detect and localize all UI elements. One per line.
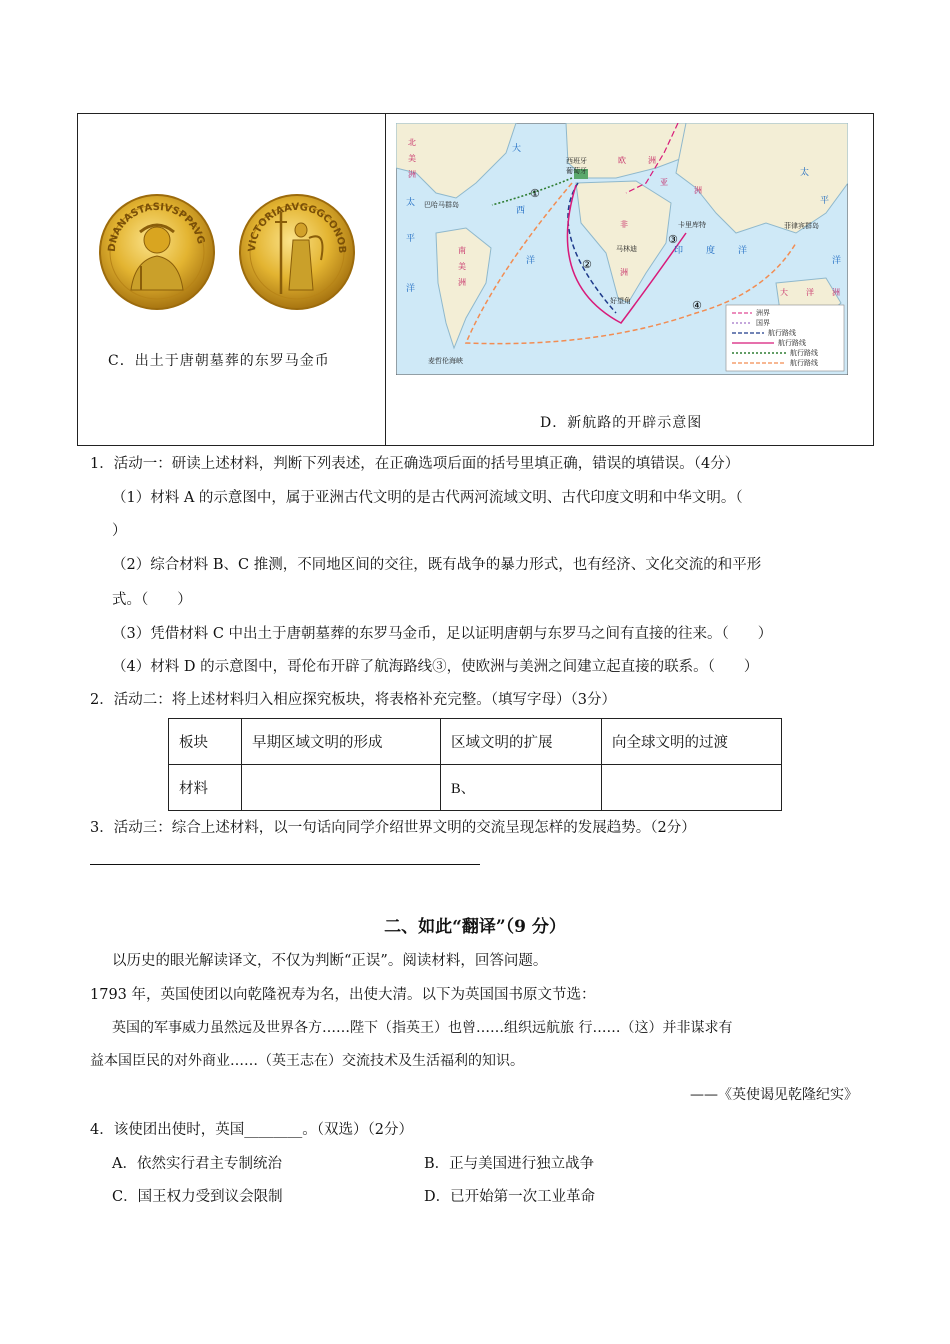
q3-stem: 3．活动三：综合上述材料，以一句话向同学介绍世界文明的交流呈现怎样的发展趋势。（2分） bbox=[90, 820, 696, 836]
map-place-cape-of-good-hope: 好望角 bbox=[610, 297, 631, 305]
map-place-bahamas: 巴哈马群岛 bbox=[424, 201, 459, 209]
map-continent-label: 洋 bbox=[806, 288, 814, 297]
figure-c-caption: C．出土于唐朝墓葬的东罗马金币 bbox=[108, 353, 330, 369]
q4-stem: 4．该使团出使时，英国________。（双选）（2分） bbox=[90, 1122, 413, 1138]
map-continent-label: 洲 bbox=[458, 278, 466, 287]
map-place-malindi: 马林迪 bbox=[616, 245, 637, 253]
table-cell: 材料 bbox=[169, 765, 242, 811]
legend-item: 航行路线 bbox=[790, 349, 818, 357]
map-continent-label: 大 bbox=[780, 288, 788, 297]
legend-item: 洲界 bbox=[756, 309, 770, 317]
table-header-row bbox=[169, 719, 782, 765]
q1-item-4: （4）材料 D 的示意图中，哥伦布开辟了航海路线③，使欧洲与美洲之间建立起直接的联系。（ ） bbox=[112, 659, 759, 675]
table-header-cell: 向全球文明的过渡 bbox=[602, 719, 782, 765]
q2-table bbox=[168, 718, 782, 811]
map-place-philippines: 菲律宾群岛 bbox=[784, 222, 819, 230]
map-continent-label: 洲 bbox=[620, 268, 628, 277]
table-header-cell: 区域文明的扩展 bbox=[441, 719, 602, 765]
map-ocean-label: 洋 bbox=[406, 284, 416, 294]
legend-item: 航行路线 bbox=[790, 359, 818, 367]
legend-item: 航行路线 bbox=[768, 329, 796, 337]
coin-back bbox=[240, 195, 354, 309]
q1-stem: 1．活动一：研读上述材料，判断下列表述，在正确选项后面的括号里填正确，错误的填错误。（4分） bbox=[90, 456, 740, 472]
map-continent-label: 洲 bbox=[648, 156, 656, 165]
legend-item: 国界 bbox=[756, 319, 770, 327]
q3-answer-line[interactable] bbox=[90, 864, 480, 865]
map-ocean-label: 平 bbox=[406, 234, 416, 244]
map-continent-label: 洲 bbox=[694, 186, 702, 195]
map-ocean-label: 西 bbox=[516, 206, 526, 216]
section-2-intro: 以历史的眼光解读译文，不仅为判断“正误”。阅读材料，回答问题。 bbox=[112, 953, 548, 969]
map-place-calicut: 卡里库特 bbox=[678, 221, 706, 229]
q4-option-d[interactable]: D．已开始第一次工业革命 bbox=[424, 1189, 596, 1205]
map-continent-label: 非 bbox=[620, 220, 628, 229]
map-continent-label: 美 bbox=[458, 262, 466, 271]
q1-item-1: （1）材料 A 的示意图中，属于亚洲古代文明的是古代两河流域文明、古代印度文明和中华文明。（ bbox=[112, 490, 743, 506]
q1-item-1-cont: ） bbox=[112, 523, 127, 539]
map-place-spain: 西班牙 bbox=[566, 157, 587, 165]
map-ocean-label: 太 bbox=[406, 198, 416, 208]
quote-line-2: 益本国臣民的对外商业……（英王志在）交流技术及生活福利的知识。 bbox=[90, 1053, 524, 1069]
map-continent-label: 洲 bbox=[832, 288, 840, 297]
route-marker: ② bbox=[582, 258, 592, 271]
section-2-title: 二、如此“翻译”（9 分） bbox=[384, 917, 566, 937]
table-row bbox=[169, 765, 782, 811]
map-ocean-label: 洋 bbox=[832, 256, 842, 266]
q4-option-b[interactable]: B．正与美国进行独立战争 bbox=[424, 1156, 595, 1172]
map-ocean-label: 洋 bbox=[526, 256, 536, 266]
map-ocean-label: 度 bbox=[706, 246, 716, 256]
coin-back-legend: VICTORIAAVGGGCONOB bbox=[246, 201, 348, 254]
coin-front-legend: DNANASTASIVSPPAVG bbox=[106, 201, 207, 253]
table-header-cell: 板块 bbox=[169, 719, 242, 765]
coin-front bbox=[100, 195, 214, 309]
quote-source: ——《英使谒见乾隆纪实》 bbox=[690, 1087, 858, 1103]
map-place-portugal: 葡萄牙 bbox=[566, 167, 587, 175]
q1-item-2: （2）综合材料 B、C 推测，不同地区间的交往，既有战争的暴力形式，也有经济、文化交流的和平形 bbox=[112, 557, 762, 573]
map-ocean-label: 大 bbox=[512, 144, 522, 154]
map-ocean-label: 平 bbox=[820, 196, 830, 206]
q4-option-c[interactable]: C．国王权力受到议会限制 bbox=[112, 1189, 283, 1205]
map-continent-label: 洲 bbox=[408, 170, 416, 179]
figure-d-caption: D．新航路的开辟示意图 bbox=[540, 415, 703, 431]
quote-line-1: 英国的军事威力虽然远及世界各方……陛下（指英王）也曾……组织远航旅 行……（这）并非谋求有 bbox=[112, 1020, 733, 1036]
map-continent-label: 南 bbox=[458, 246, 466, 255]
q1-item-3: （3）凭借材料 C 中出土于唐朝墓葬的东罗马金币，足以证明唐朝与东罗马之间有直接的往来。（ ） bbox=[112, 626, 773, 642]
map-legend bbox=[726, 305, 844, 371]
map-continent-label: 北 bbox=[408, 138, 416, 147]
new-route-map bbox=[396, 123, 848, 375]
map-place-strait-of-magellan: 麦哲伦海峡 bbox=[428, 357, 463, 365]
q4-option-a[interactable]: A．依然实行君主专制统治 bbox=[112, 1156, 282, 1172]
map-continent-label: 美 bbox=[408, 154, 416, 163]
byzantine-coins-image bbox=[95, 190, 375, 315]
section-2-context: 1793 年，英国使团以向乾隆祝寿为名，出使大清。以下为英国国书原文节选： bbox=[90, 987, 596, 1003]
route-marker: ③ bbox=[668, 233, 678, 246]
legend-item: 航行路线 bbox=[778, 339, 806, 347]
table-answer-cell[interactable]: B、 bbox=[441, 765, 602, 811]
table-answer-cell[interactable] bbox=[602, 765, 782, 811]
q1-item-2-cont: 式。（ ） bbox=[112, 592, 192, 608]
map-ocean-label: 印 bbox=[674, 246, 684, 256]
map-continent-label: 欧 bbox=[618, 156, 626, 165]
frame-divider bbox=[385, 114, 386, 445]
table-header-cell: 早期区域文明的形成 bbox=[242, 719, 441, 765]
route-marker: ① bbox=[530, 187, 540, 200]
map-ocean-label: 洋 bbox=[738, 246, 748, 256]
route-marker: ④ bbox=[692, 299, 702, 312]
map-continent-label: 亚 bbox=[660, 178, 668, 187]
table-answer-cell[interactable] bbox=[242, 765, 441, 811]
map-ocean-label: 太 bbox=[800, 168, 810, 178]
q2-stem: 2．活动二：将上述材料归入相应探究板块，将表格补充完整。（填写字母）（3分） bbox=[90, 692, 616, 708]
